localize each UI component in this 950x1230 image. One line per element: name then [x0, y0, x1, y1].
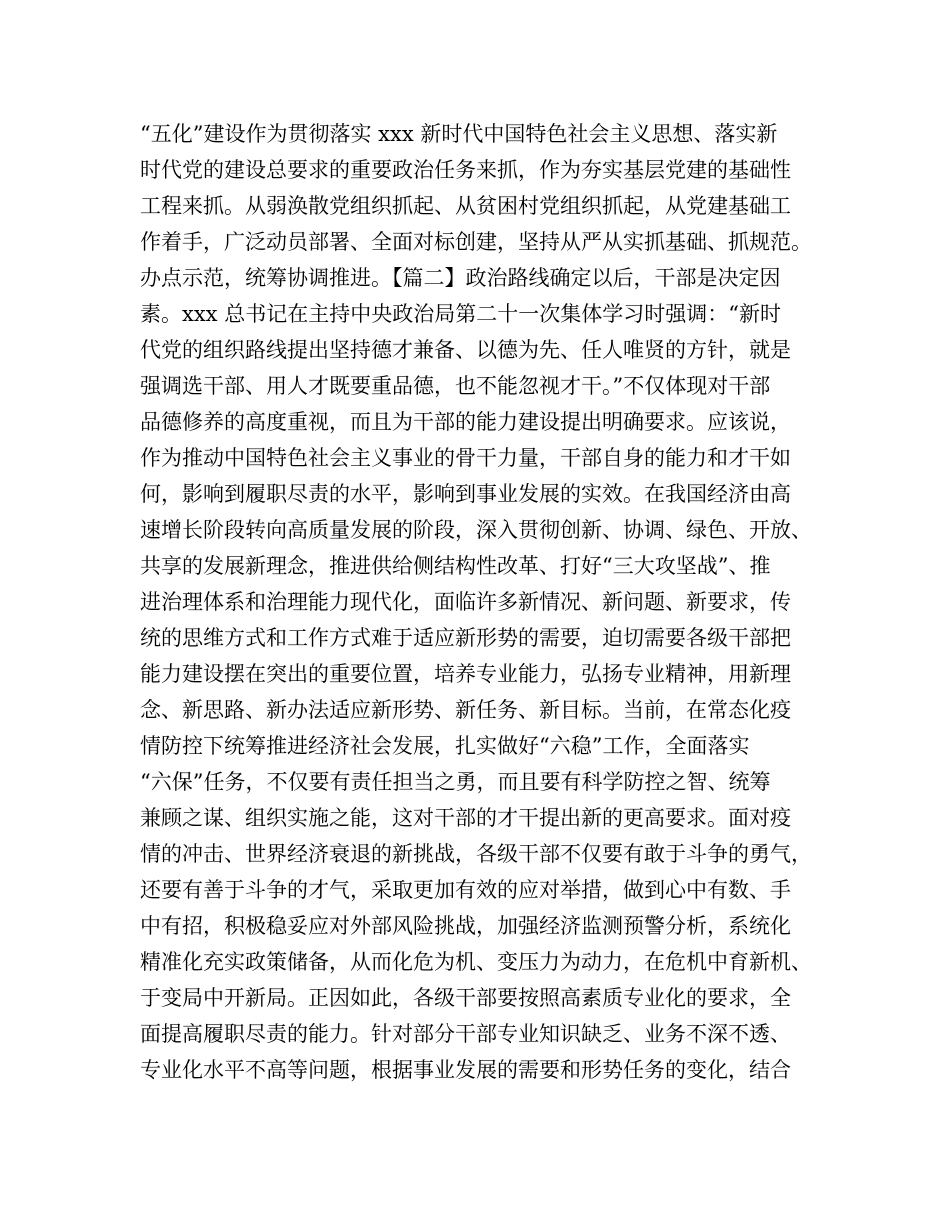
text-line: 面提高履职尽责的能力。针对部分干部专业知识缺乏、业务不深不透、: [140, 1022, 791, 1046]
text-line: 念、新思路、新办法适应新形势、新任务、新目标。当前，在常态化疫: [140, 698, 791, 722]
text-line: 时代党的建设总要求的重要政治任务来抓，作为夯实基层党建的基础性: [140, 158, 791, 182]
text-line: 代党的组织路线提出坚持德才兼备、以德为先、任人唯贤的方针，就是: [140, 338, 791, 362]
text-line: 强调选干部、用人才既要重品德，也不能忽视才干。”不仅体现对干部: [140, 374, 771, 398]
text-line: 作着手，广泛动员部署、全面对标创建，坚持从严从实抓基础、抓规范。: [140, 230, 812, 254]
text-line: “六保”任务，不仅要有责任担当之勇，而且要有科学防控之智、统筹: [140, 770, 771, 794]
text-line: 素。xxx 总书记在主持中央政治局第二十一次集体学习时强调：“新时: [140, 302, 781, 326]
text-line: 还要有善于斗争的才气，采取更加有效的应对举措，做到心中有数、手: [140, 878, 791, 902]
text-line: 兼顾之谋、组织实施之能，这对干部的才干提出新的更高要求。面对疫: [140, 806, 791, 830]
text-line: 办点示范，统筹协调推进。【篇二】政治路线确定以后，干部是决定因: [140, 266, 781, 290]
text-line: 作为推动中国特色社会主义事业的骨干力量，干部自身的能力和才干如: [140, 446, 791, 470]
text-line: 能力建设摆在突出的重要位置，培养专业能力，弘扬专业精神，用新理: [140, 662, 791, 686]
text-line: 工程来抓。从弱涣散党组织抓起、从贫困村党组织抓起，从党建基础工: [140, 194, 791, 218]
text-line: 专业化水平不高等问题，根据事业发展的需要和形势任务的变化，结合: [140, 1058, 791, 1082]
text-line: 中有招，积极稳妥应对外部风险挑战，加强经济监测预警分析，系统化: [140, 914, 791, 938]
text-line: “五化”建设作为贯彻落实 xxx 新时代中国特色社会主义思想、落实新: [140, 122, 778, 146]
text-line: 品德修养的高度重视，而且为干部的能力建设提出明确要求。应该说，: [140, 410, 791, 434]
text-line: 情防控下统筹推进经济社会发展，扎实做好“六稳”工作，全面落实: [140, 734, 750, 758]
text-line: 精准化充实政策储备，从而化危为机、变压力为动力，在危机中育新机、: [140, 950, 812, 974]
text-line: 统的思维方式和工作方式难于适应新形势的需要，迫切需要各级干部把: [140, 626, 791, 650]
text-line: 共享的发展新理念，推进供给侧结构性改革、打好“三大攻坚战”、推: [140, 554, 771, 578]
text-line: 于变局中开新局。正因如此，各级干部要按照高素质专业化的要求，全: [140, 986, 791, 1010]
body-text: [140, 116, 830, 1088]
text-line: 情的冲击、世界经济衰退的新挑战，各级干部不仅要有敢于斗争的勇气，: [140, 842, 812, 866]
text-line: 何，影响到履职尽责的水平，影响到事业发展的实效。在我国经济由高: [140, 482, 791, 506]
text-line: 速增长阶段转向高质量发展的阶段，深入贯彻创新、协调、绿色、开放、: [140, 518, 812, 542]
text-line: 进治理体系和治理能力现代化，面临许多新情况、新问题、新要求，传: [140, 590, 791, 614]
